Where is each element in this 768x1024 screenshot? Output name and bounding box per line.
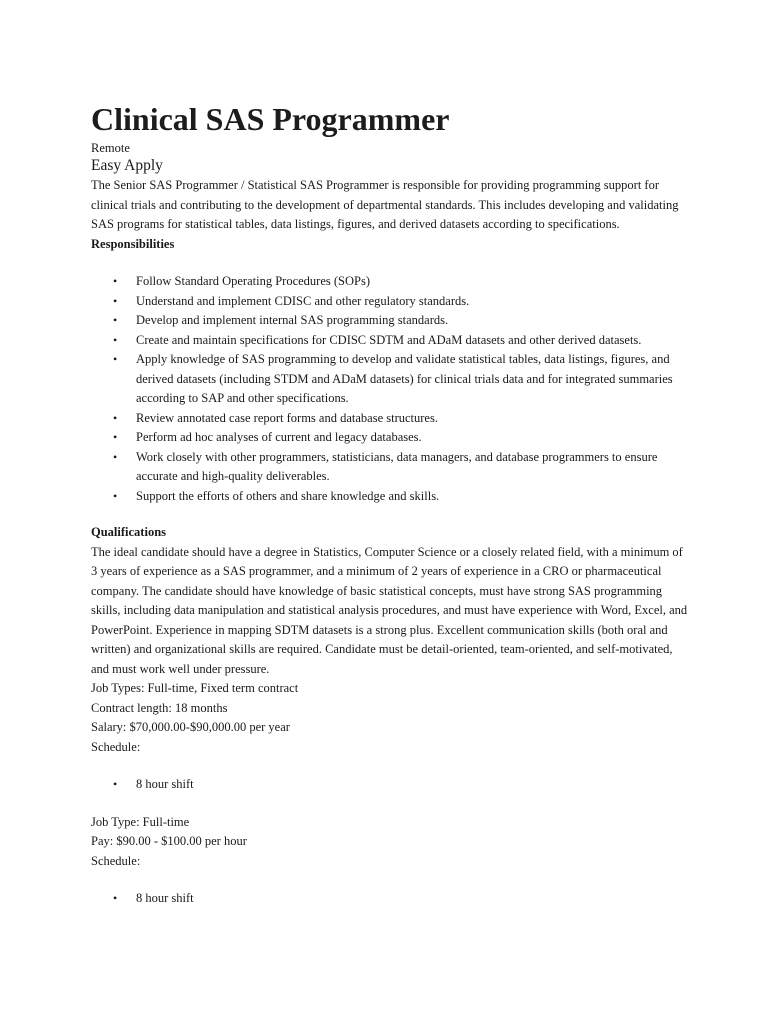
qualifications-heading: Qualifications xyxy=(91,525,167,539)
list-item: • Follow Standard Operating Procedures (SOPs) xyxy=(91,272,691,292)
spacer xyxy=(91,757,691,775)
list-item: • 8 hour shift xyxy=(91,775,691,795)
job-type: Job Type: Full-time xyxy=(91,814,190,829)
schedule-label: Schedule: xyxy=(91,853,141,868)
spacer xyxy=(91,795,691,813)
schedule-list xyxy=(91,889,691,909)
list-item: • Develop and implement internal SAS programming standards. xyxy=(91,311,691,331)
contract-length: Contract length: 18 months xyxy=(91,700,228,715)
salary: Salary: $70,000.00-$90,000.00 per year xyxy=(91,720,290,734)
easy-apply-link[interactable]: Easy Apply xyxy=(91,157,163,174)
list-item: • Create and maintain specifications for CDISC SDTM and ADaM datasets and other derived datasets. xyxy=(91,331,691,351)
spacer xyxy=(91,871,691,889)
pay: Pay: $90.00 - $100.00 per hour xyxy=(91,834,247,848)
job-intro: The Senior SAS Programmer / Statistical SAS Programmer is responsible for providing programming support for clinical trials and contributing to the development of departmental standards. This includes developing and validating SAS programs for statistical tables, data listings, figures, and derived datasets according to specifications. xyxy=(91,178,679,231)
schedule-list xyxy=(91,775,691,795)
responsibilities-list xyxy=(91,272,691,506)
list-item: • Understand and implement CDISC and other regulatory standards. xyxy=(91,292,691,312)
job-posting xyxy=(91,100,691,909)
list-item: • Perform ad hoc analyses of current and legacy databases. xyxy=(91,428,691,448)
list-item: • Work closely with other programmers, statisticians, data managers, and database programmers to ensure accurate and high-quality deliverables. xyxy=(91,448,691,487)
responsibilities-heading: Responsibilities xyxy=(91,236,175,251)
job-types: Job Types: Full-time, Fixed term contract xyxy=(91,681,299,695)
qualifications-text: The ideal candidate should have a degree in Statistics, Computer Science or a closely related field, with a minimum of 3 years of experience as a SAS programmer, and a minimum of 2 years of experience in a CRO or pharmaceutical company. The candidate should have knowledge of basic statistical concepts, must have strong SAS programming skills, including data manipulation and statistical analysis procedures, and must have experience with Word, Excel, and PowerPoint. Experience in mapping SDTM datasets is a strong plus. Excellent communication skills (both oral and written) and organizational skills are required. Candidate must be detail-oriented, team-oriented, and self-motivated, and must work well under pressure. xyxy=(91,544,688,676)
list-item: • Apply knowledge of SAS programming to develop and validate statistical tables, data listings, figures, and derived datasets (including STDM and ADaM datasets) for clinical trials data and for integrated summaries according to SAP and other specifications. xyxy=(91,350,691,409)
schedule-label: Schedule: xyxy=(91,739,141,754)
spacer xyxy=(91,254,691,272)
job-location: Remote xyxy=(91,141,130,155)
list-item: • Review annotated case report forms and database structures. xyxy=(91,409,691,429)
list-item: • 8 hour shift xyxy=(91,889,691,909)
list-item: • Support the efforts of others and share knowledge and skills. xyxy=(91,487,691,507)
spacer xyxy=(91,506,691,523)
page-title: Clinical SAS Programmer xyxy=(91,101,450,137)
